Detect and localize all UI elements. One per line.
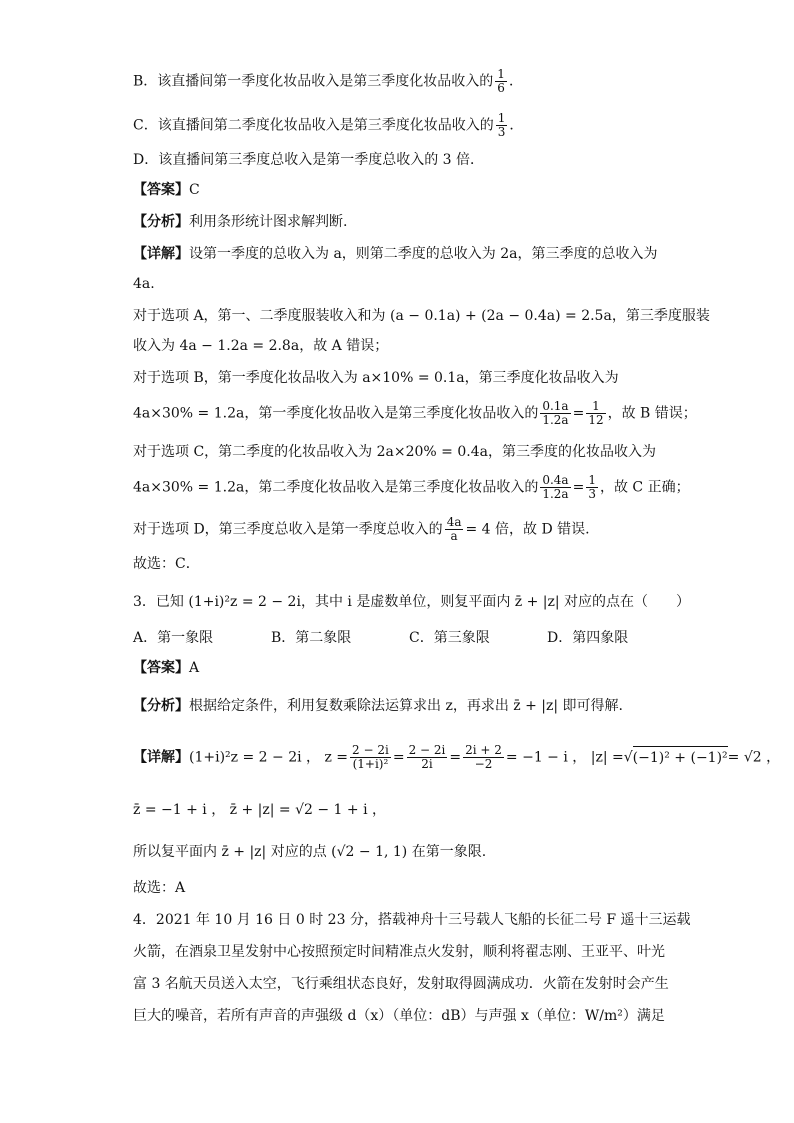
analysis-line	[133, 212, 347, 232]
analysis-text: 利用条形统计图求解判断.	[189, 214, 348, 230]
detail-line-1	[133, 244, 658, 264]
question-4-line-4: 巨大的噪音，若所有声音的声强级 d（x）（单位：dB）与声强 x（单位：W/m²）满足	[133, 1008, 665, 1024]
question-4-line-3: 富 3 名航天员送入太空，飞行乘组状态良好，发射取得圆满成功．火箭在发射时会产生	[133, 976, 669, 992]
detail2-line-2: z̄ = −1 + i ， z̄ + |z| = √2 − 1 + i ，	[133, 802, 387, 818]
fraction: $\frac{1}{3}$	[497, 111, 506, 139]
answer-line	[133, 180, 200, 200]
answer-value: A	[189, 660, 200, 676]
answer-tag: 【答案】	[133, 660, 189, 676]
fraction: $\frac{1}{6}$	[497, 67, 505, 95]
detail-line-7: 对于选项 C，第二季度的化妆品收入为 2a×20% = 0.4a，第三季度的化妆品收入为	[133, 444, 656, 460]
question-4-line-1: 4．2021 年 10 月 16 日 0 时 23 分，搭载神舟十三号载人飞船的长征二号 F 遥十三运载	[133, 912, 691, 928]
choose-line-1: 故选：C．	[133, 556, 200, 572]
answer-value: C	[189, 182, 200, 198]
q3-option-d: D．第四象限	[547, 630, 629, 646]
square-root: (−1)² + (−1)²	[633, 746, 728, 768]
option-c: C．该直播间第二季度化妆品收入是第三季度化妆品收入的 $\frac{1}{3}$ ．	[133, 111, 524, 139]
detail-line-4: 收入为 4a − 1.2a = 2.8a，故 A 错误；	[133, 338, 389, 354]
detail-text: 设第一季度的总收入为 a，则第二季度的总收入为 2a，第三季度的总收入为	[189, 246, 658, 262]
q3-option-a: A．第一象限	[133, 630, 214, 646]
fraction: $\frac{2 - 2i}{2i}$	[408, 743, 446, 771]
choose-line-2: 故选：A	[133, 880, 186, 896]
fraction: $\frac{2 - 2i}{\text{(1+i)²}}$	[352, 743, 389, 771]
detail2-line-1: 【详解】(1+i)²z = 2 − 2i ， z = $\frac{2 - 2i}{\text{(1+i)²}}$ = $\frac{2 - 2i}{2i}$ = $\frac{2i + 2}{-2}$ = −1 − i ， |z| =√(−1)² + (−1)²= √2 ，	[133, 743, 781, 771]
question-4-line-2: 火箭，在酒泉卫星发射中心按照预定时间精准点火发射，顺利将翟志刚、王亚平、叶光	[133, 944, 665, 960]
option-c-text: C．该直播间第二季度化妆品收入是第三季度化妆品收入的	[133, 117, 494, 134]
detail-line-5: 对于选项 B，第一季度化妆品收入为 a×10% = 0.1a，第三季度化妆品收入为	[133, 370, 619, 386]
answer-tag: 【答案】	[133, 182, 189, 198]
question-3-options	[133, 628, 628, 648]
option-b-text: B．该直播间第一季度化妆品收入是第三季度化妆品收入的	[133, 73, 494, 90]
fraction: $\frac{1}{12}$	[588, 399, 604, 427]
detail-line-9: 对于选项 D，第三季度总收入是第一季度总收入的 $\frac{4a}{a}$ = 4 倍，故 D 错误.	[133, 515, 590, 543]
detail-line-2: 4a.	[133, 276, 155, 292]
option-d: D．该直播间第三季度总收入是第一季度总收入的 3 倍．	[133, 152, 485, 168]
question-3: 3．已知 (1+i)²z = 2 − 2i，其中 i 是虚数单位，则复平面内 z̄ + |z| 对应的点在（ ）	[133, 594, 691, 610]
fraction: $\frac{0.4a}{1.2a}$	[542, 473, 569, 501]
fraction: $\frac{2i + 2}{-2}$	[465, 743, 502, 771]
option-b: B．该直播间第一季度化妆品收入是第三季度化妆品收入的 $\frac{1}{6}$ ．	[133, 67, 523, 95]
detail-tag: 【详解】	[133, 246, 189, 262]
q3-option-c: C．第三象限	[409, 630, 490, 646]
analysis-text: 根据给定条件，利用复数乘除法运算求出 z，再求出 z̄ + |z| 即可得解.	[189, 698, 623, 714]
detail-line-6: 4a×30% = 1.2a，第一季度化妆品收入是第三季度化妆品收入的 $\frac{0.1a}{1.2a}$ = $\frac{1}{12}$ ，故 B 错误；	[133, 399, 697, 427]
detail2-line-3: 所以复平面内 z̄ + |z| 对应的点 (√2 − 1, 1) 在第一象限.	[133, 844, 487, 860]
detail-line-3: 对于选项 A，第一、二季度服装收入和为 (a − 0.1a) + (2a − 0.4a) = 2.5a，第三季度服装	[133, 308, 710, 324]
fraction: $\frac{1}{3}$	[588, 473, 596, 501]
detail-line-8: 4a×30% = 1.2a，第二季度化妆品收入是第三季度化妆品收入的 $\frac{0.4a}{1.2a}$ = $\frac{1}{3}$ ，故 C 正确；	[133, 473, 690, 501]
fraction: $\frac{4a}{a}$	[446, 515, 462, 543]
analysis-tag: 【分析】	[133, 214, 189, 230]
analysis-line-2	[133, 696, 623, 716]
fraction: $\frac{0.1a}{1.2a}$	[542, 399, 569, 427]
analysis-tag: 【分析】	[133, 698, 189, 714]
answer-line-2	[133, 658, 199, 678]
q3-option-b: B．第二象限	[271, 630, 352, 646]
detail-tag: 【详解】	[133, 749, 189, 766]
